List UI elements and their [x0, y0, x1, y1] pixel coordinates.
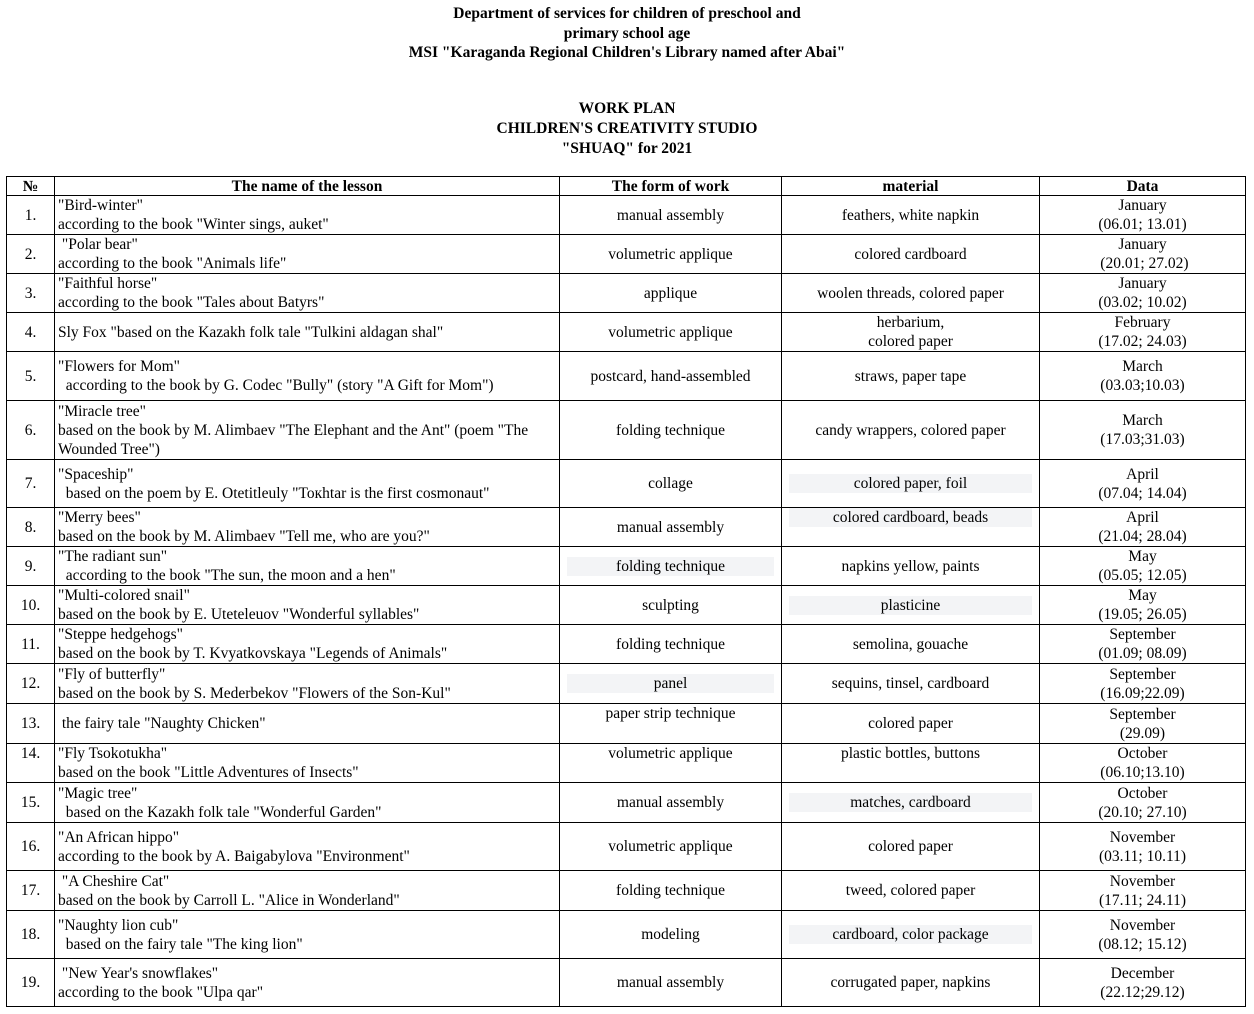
form-of-work: manual assembly	[560, 196, 782, 235]
lesson-name: the fairy tale "Naughty Chicken"	[55, 704, 560, 744]
header-line-3: MSI "Karaganda Regional Children's Library named after Abai"	[408, 44, 846, 61]
material: colored paper	[782, 823, 1040, 871]
row-number: 4.	[7, 313, 55, 352]
form-of-work: paper strip technique	[560, 704, 782, 744]
row-number: 17.	[7, 871, 55, 911]
table-row	[7, 547, 1246, 586]
form-of-work: sculpting	[560, 586, 782, 625]
table-row	[7, 274, 1246, 313]
lesson-name: Sly Fox "based on the Kazakh folk tale "Tulkini aldagan shal"	[55, 313, 560, 352]
form-of-work: manual assembly	[560, 959, 782, 1007]
row-number: 16.	[7, 823, 55, 871]
lesson-date: April (07.04; 14.04)	[1040, 460, 1246, 508]
material: colored paper	[782, 704, 1040, 744]
lesson-name: "Multi-colored snail" based on the book by E. Uteteleuov "Wonderful syllables"	[55, 586, 560, 625]
form-of-work: applique	[560, 274, 782, 313]
table-row	[7, 625, 1246, 664]
form-of-work-cell	[560, 664, 782, 704]
table-row	[7, 196, 1246, 235]
table-row	[7, 823, 1246, 871]
material-cell	[782, 911, 1040, 959]
row-number: 6.	[7, 401, 55, 460]
material: semolina, gouache	[782, 625, 1040, 664]
table-row	[7, 508, 1246, 547]
lesson-name: "An African hippo" according to the book by A. Baigabylova "Environment"	[55, 823, 560, 871]
row-number: 11.	[7, 625, 55, 664]
lesson-date: January (20.01; 27.02)	[1040, 235, 1246, 274]
form-of-work: manual assembly	[560, 783, 782, 823]
table-header-row	[7, 177, 1246, 196]
material: sequins, tinsel, cardboard	[782, 664, 1040, 704]
lesson-date: January (03.02; 10.02)	[1040, 274, 1246, 313]
header-line-1: Department of services for children of preschool and	[453, 5, 801, 22]
title-line-2: CHILDREN'S CREATIVITY STUDIO	[496, 120, 758, 137]
lesson-name: "Spaceship" based on the poem by E. Otetitleuly "Toкhtar is the first cosmonaut"	[55, 460, 560, 508]
lesson-date: February (17.02; 24.03)	[1040, 313, 1246, 352]
material-cell	[782, 586, 1040, 625]
form-of-work: folding technique	[560, 401, 782, 460]
work-plan-table	[6, 176, 1246, 1007]
title-line-3: "SHUAQ" for 2021	[561, 140, 693, 157]
material: colored cardboard, beads	[789, 508, 1032, 527]
lesson-date: May (05.05; 12.05)	[1040, 547, 1246, 586]
lesson-date: October (06.10;13.10)	[1040, 744, 1246, 783]
lesson-date: January (06.01; 13.01)	[1040, 196, 1246, 235]
lesson-name: "Bird-winter" according to the book "Winter sings, auket"	[55, 196, 560, 235]
lesson-date: September (01.09; 08.09)	[1040, 625, 1246, 664]
lesson-name: "A Cheshire Cat" based on the book by Carroll L. "Alice in Wonderland"	[55, 871, 560, 911]
lesson-name: "Fly Tsokotukha" based on the book "Little Adventures of Insects"	[55, 744, 560, 783]
material-cell	[782, 783, 1040, 823]
lesson-name: "The radiant sun" according to the book "The sun, the moon and a hen"	[55, 547, 560, 586]
form-of-work: panel	[567, 674, 774, 693]
material: cardboard, color package	[789, 925, 1032, 944]
material: plastic bottles, buttons	[782, 744, 1040, 783]
header-date: Data	[1040, 177, 1246, 196]
row-number: 15.	[7, 783, 55, 823]
lesson-name: "Magic tree" based on the Kazakh folk tale "Wonderful Garden"	[55, 783, 560, 823]
row-number: 1.	[7, 196, 55, 235]
table-row	[7, 783, 1246, 823]
row-number: 7.	[7, 460, 55, 508]
table-row	[7, 235, 1246, 274]
header-line-2: primary school age	[563, 24, 691, 42]
lesson-date: November (17.11; 24.11)	[1040, 871, 1246, 911]
table-row	[7, 744, 1246, 783]
title-line-1: WORK PLAN	[578, 100, 676, 117]
document-title	[0, 99, 1254, 159]
row-number: 9.	[7, 547, 55, 586]
lesson-date: December (22.12;29.12)	[1040, 959, 1246, 1007]
row-number: 3.	[7, 274, 55, 313]
lesson-date: September (29.09)	[1040, 704, 1246, 744]
lesson-date: November (03.11; 10.11)	[1040, 823, 1246, 871]
row-number: 2.	[7, 235, 55, 274]
header-form-of-work: The form of work	[560, 177, 782, 196]
material: matches, cardboard	[789, 793, 1032, 812]
lesson-date: November (08.12; 15.12)	[1040, 911, 1246, 959]
lesson-date: March (17.03;31.03)	[1040, 401, 1246, 460]
lesson-name: "Merry bees" based on the book by M. Alimbaev "Tell me, who are you?"	[55, 508, 560, 547]
lesson-date: March (03.03;10.03)	[1040, 352, 1246, 401]
row-number: 19.	[7, 959, 55, 1007]
row-number: 18.	[7, 911, 55, 959]
form-of-work: volumetric applique	[560, 313, 782, 352]
material: corrugated paper, napkins	[782, 959, 1040, 1007]
material: woolen threads, colored paper	[782, 274, 1040, 313]
material: candy wrappers, colored paper	[782, 401, 1040, 460]
material-cell	[782, 460, 1040, 508]
header-number: №	[7, 177, 55, 196]
material: straws, paper tape	[782, 352, 1040, 401]
table-row	[7, 586, 1246, 625]
lesson-name: "Naughty lion cub" based on the fairy tale "The king lion"	[55, 911, 560, 959]
material: plasticine	[789, 596, 1032, 615]
lesson-date: September (16.09;22.09)	[1040, 664, 1246, 704]
row-number: 12.	[7, 664, 55, 704]
row-number: 13.	[7, 704, 55, 744]
lesson-date: May (19.05; 26.05)	[1040, 586, 1246, 625]
material: colored cardboard	[782, 235, 1040, 274]
material: tweed, colored paper	[782, 871, 1040, 911]
form-of-work: collage	[560, 460, 782, 508]
material-cell	[782, 508, 1040, 547]
table-row	[7, 352, 1246, 401]
form-of-work: folding technique	[560, 871, 782, 911]
row-number: 14.	[7, 744, 55, 783]
material: colored paper, foil	[789, 474, 1032, 493]
lesson-name: "Miracle tree" based on the book by M. Alimbaev "The Elephant and the Ant" (poem "The Wounded Tree")	[55, 401, 560, 460]
form-of-work: manual assembly	[560, 508, 782, 547]
lesson-date: October (20.10; 27.10)	[1040, 783, 1246, 823]
material: feathers, white napkin	[782, 196, 1040, 235]
form-of-work: volumetric applique	[560, 823, 782, 871]
table-row	[7, 911, 1246, 959]
form-of-work: postcard, hand-assembled	[560, 352, 782, 401]
table-row	[7, 664, 1246, 704]
form-of-work-cell	[560, 547, 782, 586]
lesson-name: "Flowers for Mom" according to the book by G. Codec "Bully" (story "A Gift for Mom")	[55, 352, 560, 401]
material: napkins yellow, paints	[782, 547, 1040, 586]
row-number: 10.	[7, 586, 55, 625]
material: herbarium, colored paper	[782, 313, 1040, 352]
form-of-work: volumetric applique	[560, 744, 782, 783]
table-row	[7, 460, 1246, 508]
document-header	[0, 4, 1254, 63]
form-of-work: folding technique	[560, 625, 782, 664]
table-row	[7, 704, 1246, 744]
form-of-work: folding technique	[567, 557, 774, 576]
lesson-name: "Steppe hedgehogs" based on the book by T. Kvyatkovskaya "Legends of Animals"	[55, 625, 560, 664]
lesson-name: "Polar bear" according to the book "Animals life"	[55, 235, 560, 274]
lesson-name: "Fly of butterfly" based on the book by S. Mederbekov "Flowers of the Son-Kul"	[55, 664, 560, 704]
row-number: 5.	[7, 352, 55, 401]
header-lesson-name: The name of the lesson	[55, 177, 560, 196]
form-of-work: volumetric applique	[560, 235, 782, 274]
table-row	[7, 401, 1246, 460]
table-row	[7, 871, 1246, 911]
header-material: material	[782, 177, 1040, 196]
form-of-work: modeling	[560, 911, 782, 959]
table-row	[7, 959, 1246, 1007]
lesson-name: "New Year's snowflakes" according to the book "Ulpa qar"	[55, 959, 560, 1007]
lesson-name: "Faithful horse" according to the book "Tales about Batyrs"	[55, 274, 560, 313]
row-number: 8.	[7, 508, 55, 547]
lesson-date: April (21.04; 28.04)	[1040, 508, 1246, 547]
table-row	[7, 313, 1246, 352]
